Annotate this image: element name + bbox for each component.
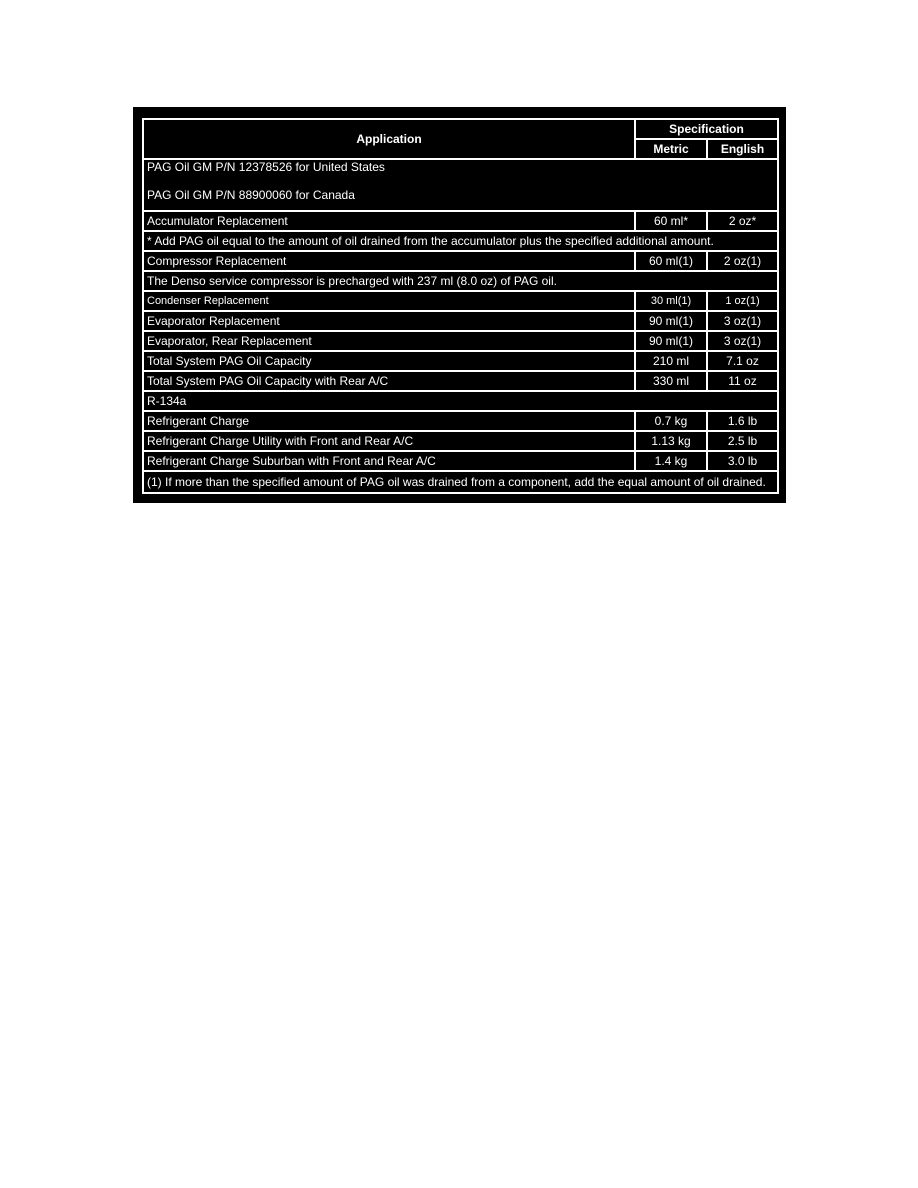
table-row: [143, 371, 778, 391]
table-row: [143, 411, 778, 431]
section-r134a: R-134a: [143, 391, 778, 411]
table-row: [143, 431, 778, 451]
row-english: 2.5 lb: [707, 431, 778, 451]
row-application: Total System PAG Oil Capacity with Rear A/C: [143, 371, 635, 391]
row-metric: 210 ml: [635, 351, 707, 371]
header-row: [143, 119, 778, 139]
footnote: (1) If more than the specified amount of PAG oil was drained from a component, add the equal amount of oil drained.: [143, 471, 778, 493]
row-metric: 60 ml*: [635, 211, 707, 231]
row-english: 1 oz(1): [707, 291, 778, 311]
row-application: Total System PAG Oil Capacity: [143, 351, 635, 371]
row-english: 1.6 lb: [707, 411, 778, 431]
row-metric: 1.4 kg: [635, 451, 707, 471]
table-row: [143, 331, 778, 351]
table-row: [143, 471, 778, 493]
pag-oil-us: PAG Oil GM P/N 12378526 for United States: [147, 160, 385, 174]
row-metric: 30 ml(1): [635, 291, 707, 311]
row-metric: 60 ml(1): [635, 251, 707, 271]
row-metric: 90 ml(1): [635, 331, 707, 351]
row-english: 11 oz: [707, 371, 778, 391]
table-row: [143, 159, 778, 211]
row-application: Evaporator Replacement: [143, 311, 635, 331]
row-metric: 1.13 kg: [635, 431, 707, 451]
pag-oil-cell: [143, 159, 778, 211]
row-application: Compressor Replacement: [143, 251, 635, 271]
row-english: 3 oz(1): [707, 331, 778, 351]
table-row: [143, 391, 778, 411]
row-english: 2 oz*: [707, 211, 778, 231]
header-english: English: [707, 139, 778, 159]
table-row: [143, 211, 778, 231]
table-row: [143, 451, 778, 471]
row-application: Condenser Replacement: [143, 291, 635, 311]
row-application: Refrigerant Charge Suburban with Front and Rear A/C: [143, 451, 635, 471]
pag-oil-canada: PAG Oil GM P/N 88900060 for Canada: [147, 188, 355, 202]
row-application: Evaporator, Rear Replacement: [143, 331, 635, 351]
table-row: [143, 251, 778, 271]
table-row: [143, 291, 778, 311]
row-english: 3.0 lb: [707, 451, 778, 471]
row-english: 2 oz(1): [707, 251, 778, 271]
header-application: Application: [143, 119, 635, 159]
row-note: The Denso service compressor is precharged with 237 ml (8.0 oz) of PAG oil.: [143, 271, 778, 291]
header-specification: Specification: [635, 119, 778, 139]
row-application: Accumulator Replacement: [143, 211, 635, 231]
header-metric: Metric: [635, 139, 707, 159]
row-metric: 0.7 kg: [635, 411, 707, 431]
spec-table-panel: [133, 107, 786, 503]
spec-table: [142, 118, 779, 494]
table-row: [143, 311, 778, 331]
row-application: Refrigerant Charge: [143, 411, 635, 431]
table-row: [143, 271, 778, 291]
row-english: 3 oz(1): [707, 311, 778, 331]
row-english: 7.1 oz: [707, 351, 778, 371]
row-metric: 330 ml: [635, 371, 707, 391]
row-note: * Add PAG oil equal to the amount of oil drained from the accumulator plus the specified additional amount.: [143, 231, 778, 251]
row-application: Refrigerant Charge Utility with Front and Rear A/C: [143, 431, 635, 451]
table-row: [143, 231, 778, 251]
row-metric: 90 ml(1): [635, 311, 707, 331]
table-row: [143, 351, 778, 371]
